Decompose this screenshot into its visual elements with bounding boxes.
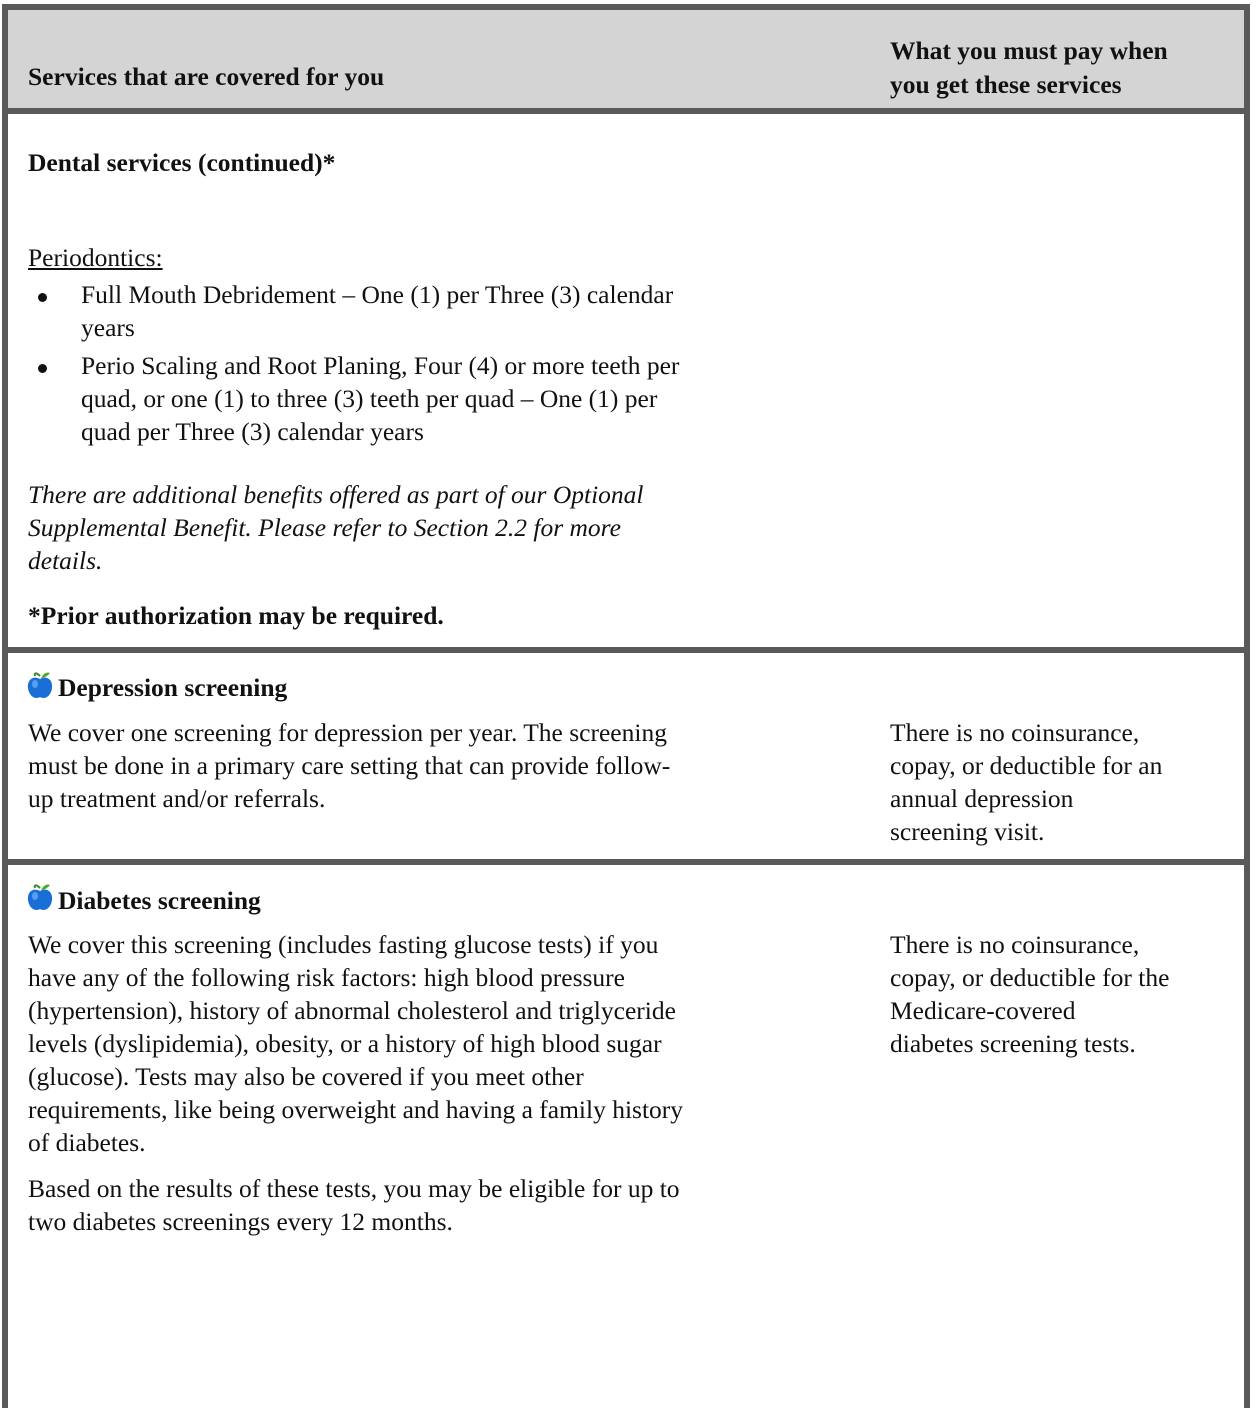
- depression-pay-line1: There is no coinsurance,: [890, 718, 1140, 747]
- diabetes-desc2-line2: two diabetes screenings every 12 months.: [28, 1207, 453, 1236]
- row-divider: [8, 859, 1244, 865]
- depression-pay-line2: copay, or deductible for an: [890, 751, 1163, 780]
- row-divider: [8, 647, 1244, 653]
- dental-title: Dental services (continued)*: [28, 148, 336, 177]
- note-line3: details.: [28, 546, 103, 575]
- diabetes-pay-line1: There is no coinsurance,: [890, 930, 1140, 959]
- depression-title: Depression screening: [58, 673, 288, 702]
- bullet2-line3: quad per Three (3) calendar years: [81, 417, 424, 446]
- depression-desc-line2: must be done in a primary care setting that can provide follow-: [28, 751, 671, 780]
- prior-auth-note: *Prior authorization may be required.: [28, 601, 444, 630]
- bullet-marker: [38, 364, 47, 373]
- diabetes-desc-line6: requirements, like being overweight and having a family history: [28, 1095, 684, 1124]
- bullet-marker: [38, 293, 47, 302]
- diabetes-pay-line2: copay, or deductible for the: [890, 963, 1170, 992]
- diabetes-desc-line5: (glucose). Tests may also be covered if you meet other: [28, 1062, 584, 1091]
- bullet2-line2: quad, or one (1) to three (3) teeth per quad – One (1) per: [81, 384, 658, 413]
- note-line2: Supplemental Benefit. Please refer to Section 2.2 for more: [28, 513, 621, 542]
- depression-pay-line4: screening visit.: [890, 817, 1045, 846]
- bullet1-line2: years: [81, 313, 135, 342]
- note-line1: There are additional benefits offered as part of our Optional: [28, 480, 644, 509]
- depression-desc-line1: We cover one screening for depression per year. The screening: [28, 718, 667, 747]
- diabetes-title: Diabetes screening: [58, 886, 261, 915]
- diabetes-desc-line4: levels (dyslipidemia), obesity, or a history of high blood sugar: [28, 1029, 662, 1058]
- diabetes-desc-line7: of diabetes.: [28, 1128, 146, 1157]
- diabetes-desc-line1: We cover this screening (includes fasting glucose tests) if you: [28, 930, 659, 959]
- diabetes-pay-line4: diabetes screening tests.: [890, 1029, 1136, 1058]
- diabetes-pay-line3: Medicare-covered: [890, 996, 1076, 1025]
- bullet1-line1: Full Mouth Debridement – One (1) per Three (3) calendar: [81, 280, 674, 309]
- benefits-table: [2, 4, 1250, 1408]
- depression-desc-line3: up treatment and/or referrals.: [28, 784, 326, 813]
- diabetes-desc2-line1: Based on the results of these tests, you may be eligible for up to: [28, 1174, 680, 1203]
- apple-icon: [26, 670, 54, 700]
- depression-pay-line3: annual depression: [890, 784, 1074, 813]
- periodontics-subhead: Periodontics:: [28, 243, 163, 272]
- diabetes-desc-line3: (hypertension), history of abnormal cholesterol and triglyceride: [28, 996, 676, 1025]
- header-services-covered: Services that are covered for you: [28, 62, 385, 91]
- header-what-you-pay-line1: What you must pay when: [890, 36, 1168, 65]
- diabetes-desc-line2: have any of the following risk factors: high blood pressure: [28, 963, 625, 992]
- table-header: [8, 10, 1244, 114]
- bullet2-line1: Perio Scaling and Root Planing, Four (4) or more teeth per: [81, 351, 680, 380]
- header-what-you-pay-line2: you get these services: [890, 70, 1122, 99]
- header-what-you-pay: [890, 34, 1240, 102]
- apple-icon: [26, 882, 54, 912]
